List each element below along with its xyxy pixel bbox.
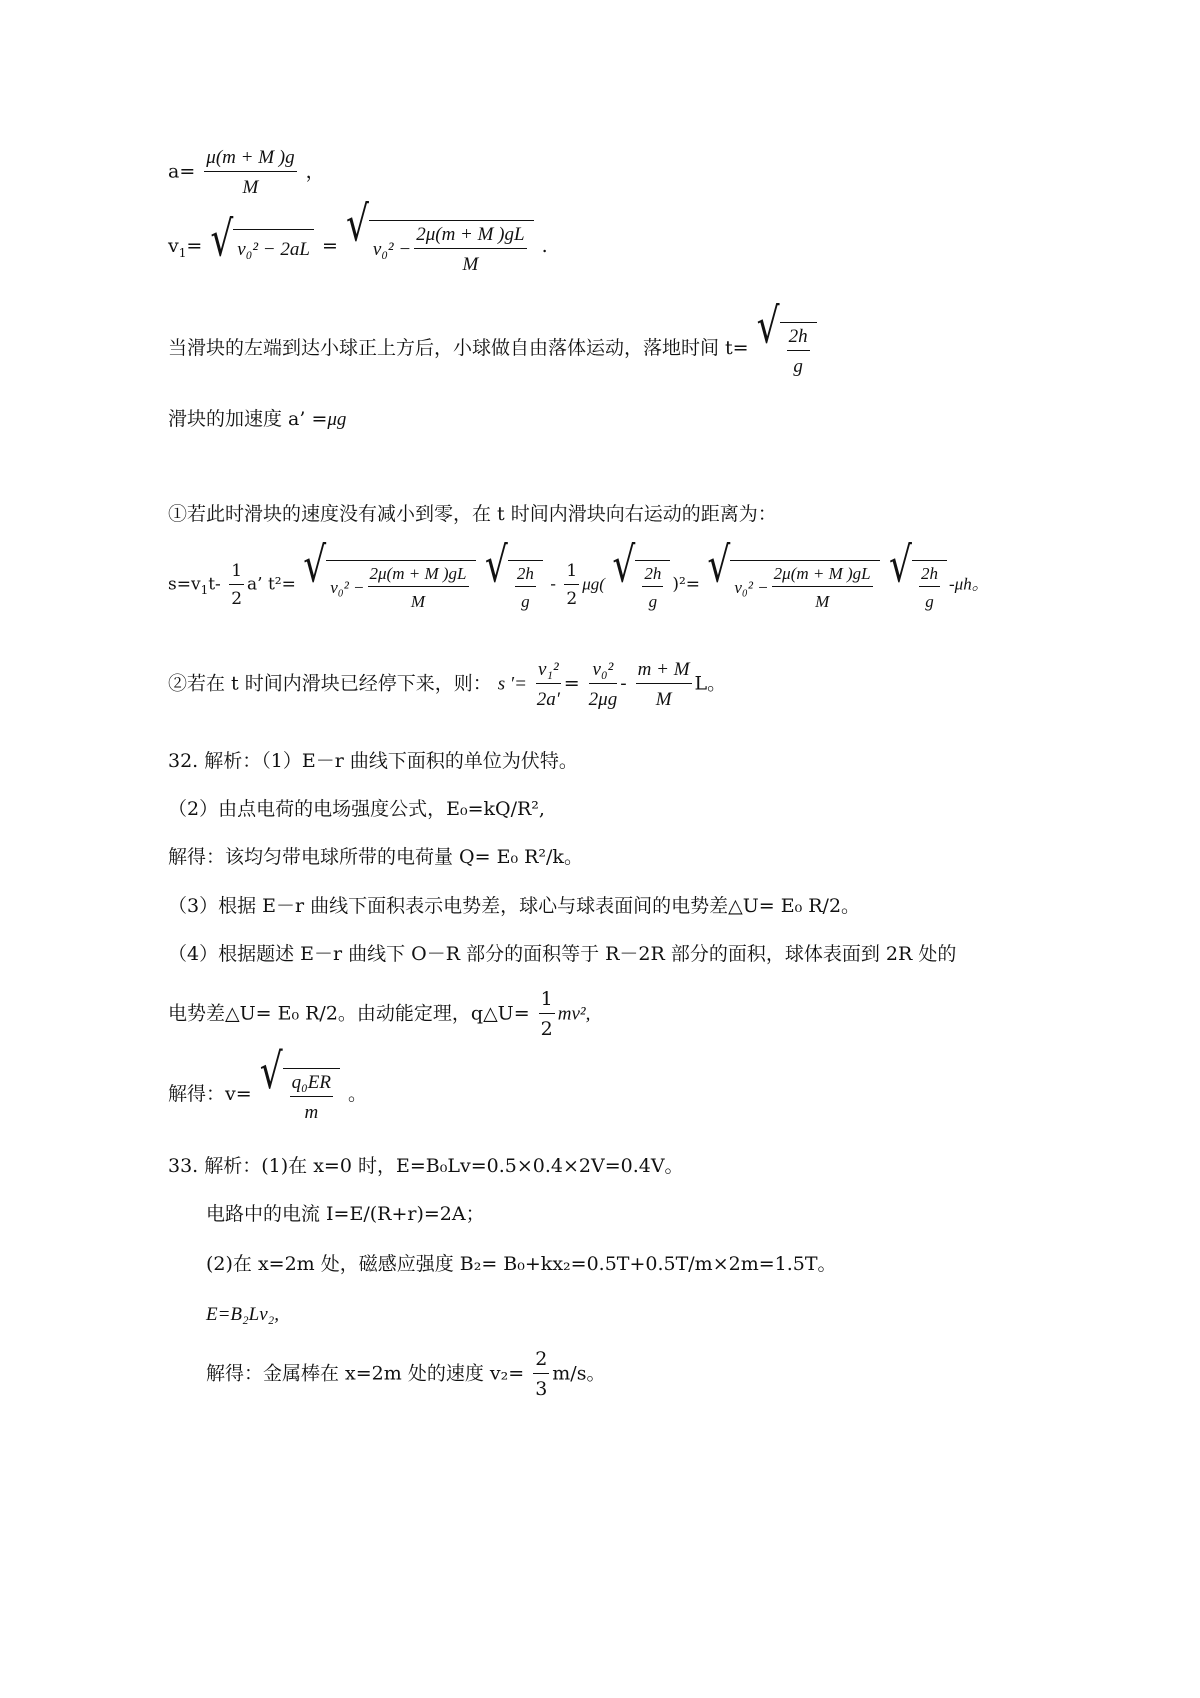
fraction <box>589 660 618 709</box>
numerator: 2μ(m + M )gL <box>772 565 873 587</box>
v-symbol: v <box>168 235 179 257</box>
sqrt: √ v₀² − $\frac{2\mu(m + M )gL}{M}$ <box>707 560 879 610</box>
q32-line-2 <box>168 800 545 819</box>
q33-line-1 <box>168 1157 684 1176</box>
numerator: 2h <box>515 565 536 587</box>
q32-line-6 <box>168 990 590 1039</box>
sqrt: √ v₀² − 2aL <box>210 229 314 265</box>
eq-distance-s <box>168 538 989 611</box>
denominator: g <box>793 356 803 377</box>
minus: - <box>620 672 627 695</box>
denominator: 2μg <box>588 689 618 710</box>
sqrt: √ v₀² − $\frac{2\mu(m + M )gL}{M}$ <box>303 560 475 610</box>
sqrt: √ v₀² − $\frac{2\mu(m + M )gL}{M}$ <box>346 220 534 274</box>
equals: = <box>321 235 338 257</box>
q32-line-1 <box>168 752 578 771</box>
numerator: 2h <box>787 327 810 351</box>
text: a’ t²= <box>247 574 296 595</box>
numerator: 1 <box>539 990 555 1014</box>
sqrt: √ $\frac{2h}{g}$ <box>485 560 543 610</box>
sqrt-term: v₀² − <box>372 239 412 260</box>
text: 解得：v= <box>168 1083 252 1105</box>
q32-line-4 <box>168 897 860 916</box>
numerator: 2h <box>919 565 940 587</box>
fraction <box>642 565 663 610</box>
text: )²= <box>672 574 701 595</box>
q33-line-4 <box>206 1305 279 1324</box>
sqrt: √ $\frac{\text{q₀ER}}{m}$ <box>260 1068 340 1122</box>
fraction <box>533 1350 549 1399</box>
fraction <box>414 225 526 274</box>
denominator: M <box>410 592 426 611</box>
fraction <box>536 660 561 709</box>
text: （3）根据 E－r 曲线下面积表示电势差，球心与球表面间的电势差△U= E₀ R/2。 <box>168 895 861 917</box>
equals: = <box>563 672 580 695</box>
numerator: q₀ER <box>290 1073 333 1097</box>
q32-line-5 <box>168 945 956 964</box>
denominator: 2 <box>231 588 243 609</box>
text: 电路中的电流 I=E/(R+r)=2A； <box>206 1203 485 1225</box>
numerator: 1 <box>229 563 244 585</box>
q33-line-2 <box>206 1205 485 1224</box>
fraction <box>229 560 244 609</box>
q33-line-5 <box>206 1350 605 1399</box>
q33-line-3 <box>206 1255 837 1274</box>
equals: = <box>186 235 203 257</box>
case-2-line <box>168 660 726 709</box>
text: 。 <box>348 1083 368 1105</box>
fraction <box>787 327 810 376</box>
text: s=v <box>168 574 201 595</box>
text: mv², <box>557 1003 591 1025</box>
text: m/s。 <box>552 1362 606 1385</box>
fraction <box>368 565 469 610</box>
numerator: 2h <box>642 565 663 587</box>
q32-line-7 <box>168 1045 368 1123</box>
text: t- <box>208 574 221 595</box>
denominator: m <box>304 1102 319 1123</box>
eq-a-prefix: a= <box>168 160 196 183</box>
q32-line-3 <box>168 848 583 867</box>
text: ②若在 t 时间内滑块已经停下来，则： <box>168 672 492 695</box>
text: 32. 解析：（1）E－r 曲线下面积的单位为伏特。 <box>168 750 578 772</box>
period: . <box>541 235 548 257</box>
numerator: 2 <box>533 1350 549 1374</box>
sqrt-body: v₀² − 2aL <box>233 229 314 265</box>
denominator: g <box>925 592 934 611</box>
case-1-heading <box>168 505 777 524</box>
sqrt: √ $\frac{2h}{g}$ <box>612 560 670 610</box>
eq-acceleration <box>168 148 325 197</box>
numerator: v₁² <box>536 660 561 684</box>
text: 当滑块的左端到达小球正上方后，小球做自由落体运动，落地时间 t= <box>168 337 749 359</box>
numerator: m + M <box>636 660 692 684</box>
text: 解得：金属棒在 x=2m 处的速度 v₂= <box>206 1362 525 1385</box>
text: L。 <box>694 672 727 695</box>
numerator: μ(m + M )g <box>204 148 296 172</box>
fraction <box>636 660 692 709</box>
fraction <box>515 565 536 610</box>
numerator: 1 <box>564 563 579 585</box>
eq-velocity-v1 <box>168 197 548 275</box>
text: μg( <box>582 574 605 594</box>
denominator: M <box>462 254 479 275</box>
fraction <box>919 565 940 610</box>
value: μg <box>327 409 347 430</box>
text: s ′= <box>497 673 527 695</box>
denominator: 2 <box>540 1018 553 1040</box>
free-fall-time-line <box>168 299 819 377</box>
text: (2)在 x=2m 处，磁感应强度 B₂= B₀+kx₂=0.5T+0.5T/m×2m=1.5T。 <box>206 1253 837 1275</box>
fraction <box>204 148 296 197</box>
denominator: 2 <box>566 588 578 609</box>
text: ①若此时滑块的速度没有减小到零，在 t 时间内滑块向右运动的距离为： <box>168 503 777 525</box>
text: 滑块的加速度 a’ = <box>168 408 328 430</box>
fraction <box>564 560 579 609</box>
text: 解得：该均匀带电球所带的电荷量 Q= E₀ R²/k。 <box>168 846 583 868</box>
text: （4）根据题述 E－r 曲线下 O－R 部分的面积等于 R－2R 部分的面积，球体表面到 2R 处的 <box>168 943 957 965</box>
denominator: g <box>648 592 658 611</box>
denominator: M <box>242 177 259 198</box>
sqrt-term: v₀² − <box>330 578 365 597</box>
numerator: v₀² <box>589 660 618 684</box>
sqrt: √ $\frac{2h}{g}$ <box>757 322 817 376</box>
minus: - <box>550 574 557 595</box>
text: （2）由点电荷的电场强度公式，E₀=kQ/R², <box>168 798 545 820</box>
comma: ， <box>305 160 325 183</box>
numerator: 2μ(m + M )gL <box>368 565 469 587</box>
fraction <box>539 990 555 1039</box>
denominator: 3 <box>535 1378 548 1400</box>
denominator: M <box>815 592 830 611</box>
fraction <box>772 565 873 610</box>
sqrt-term: v₀² − <box>734 578 769 597</box>
denominator: M <box>655 689 672 710</box>
text: 电势差△U= E₀ R/2。由动能定理，q△U= <box>168 1002 530 1025</box>
text: 33. 解析：(1)在 x=0 时，E=B₀Lv=0.5×0.4×2V=0.4V。 <box>168 1155 684 1177</box>
slider-acceleration-line <box>168 410 346 429</box>
subscript: 1 <box>200 582 209 597</box>
text: E=B₂Lv₂, <box>206 1304 279 1325</box>
sqrt: √ $\frac{2h}{g}$ <box>889 560 947 610</box>
text: -μh。 <box>949 574 989 594</box>
subscript: 1 <box>178 245 187 260</box>
fraction <box>290 1073 333 1122</box>
denominator: g <box>521 592 530 611</box>
numerator: 2μ(m + M )gL <box>414 225 526 249</box>
denominator: 2a′ <box>536 689 560 710</box>
